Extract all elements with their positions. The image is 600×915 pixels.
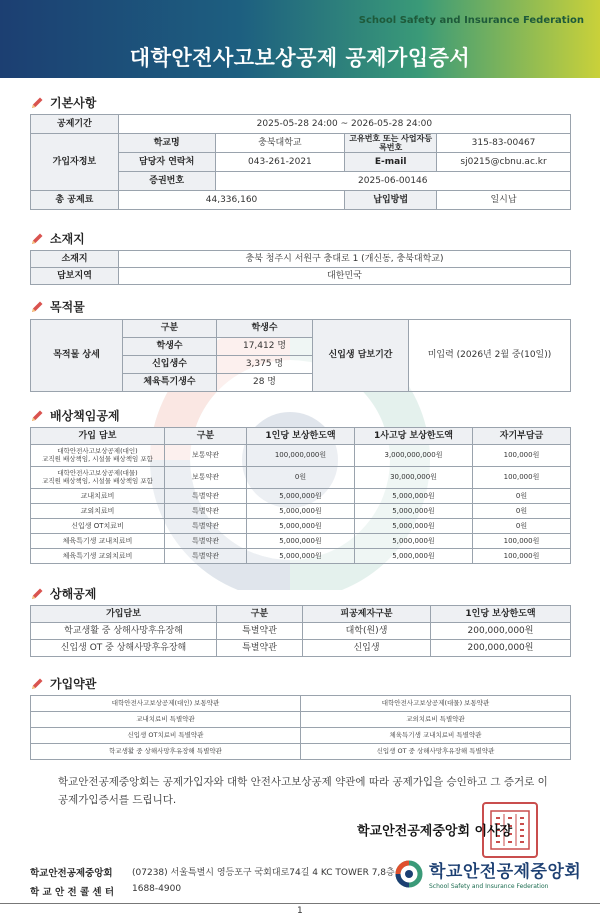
- region-label: 담보지역: [31, 268, 119, 285]
- id-value: 315-83-00467: [437, 134, 571, 153]
- object-row-kind: 학생수: [123, 338, 217, 356]
- dmg-coverage: 학교생활 중 상해사망후유장해: [31, 623, 217, 640]
- freshman-value: 미입력 (2026년 2월 중(10일)): [409, 320, 571, 392]
- term-item: 교내치료비 특별약관: [31, 712, 301, 728]
- section-location-title: 소재지: [50, 232, 85, 246]
- dmg-limit: 200,000,000원: [431, 640, 571, 657]
- period-label: 공제기간: [31, 115, 119, 134]
- col-students: 학생수: [217, 320, 313, 338]
- location-table: [30, 250, 571, 285]
- section-location: [30, 230, 85, 247]
- term-item: 대학안전사고보상공제(대인) 보통약관: [31, 696, 301, 712]
- footer-org-address: (07238) 서울특별시 영등포구 국회대로74길 4 KC TOWER 7,8층: [132, 868, 395, 878]
- dmg-insured: 신입생: [303, 640, 431, 657]
- page-title: 대학안전사고보상공제 공제가입증서: [129, 46, 471, 70]
- term-item: 학교생활 중 상해사망후유장해 특별약관: [31, 744, 301, 760]
- object-table: [30, 319, 571, 392]
- federation-label: School Safety and Insurance Federation: [358, 15, 584, 26]
- premium-value: 44,336,160: [118, 191, 344, 210]
- section-liability-title: 배상책임공제: [50, 409, 120, 423]
- addr-label: 소재지: [31, 251, 119, 268]
- pencil-icon: [30, 409, 44, 423]
- school-label: 학교명: [118, 134, 215, 153]
- addr-value: 충북 청주시 서원구 충대로 1 (개신동, 충북대학교): [119, 251, 571, 268]
- liab-header: 1사고당 보상한도액: [355, 428, 473, 445]
- dmg-header: 구분: [217, 606, 303, 623]
- approval-statement: 학교안전공제중앙회는 공제가입자와 대학 안전사고보상공제 약관에 따라 공제가입을 승인하고 그 증거로 이 공제가입증서를 드립니다.: [58, 776, 548, 807]
- liab-deductible: 0원: [473, 489, 571, 504]
- footer-call-number: 1688-4900: [132, 884, 182, 894]
- pencil-icon: [30, 96, 44, 110]
- footer-org-label: 학교안전공제중앙회: [30, 868, 113, 879]
- liab-coverage: 교내치료비: [31, 489, 165, 504]
- member-label: 가입자정보: [31, 134, 119, 191]
- liab-deductible: 100,000원: [473, 467, 571, 489]
- basic-table: [30, 114, 571, 210]
- liab-coverage: 신입생 OT치료비: [31, 519, 165, 534]
- liab-kind: 특별약관: [165, 519, 247, 534]
- contact-label: 담당자 연락처: [118, 153, 215, 172]
- liab-per-accident: 3,000,000,000원: [355, 445, 473, 467]
- pencil-icon: [30, 232, 44, 246]
- liab-kind: 특별약관: [165, 504, 247, 519]
- footer-call-label: 학 교 안 전 콜 센 터: [30, 887, 115, 898]
- liab-per-person: 5,000,000원: [247, 519, 355, 534]
- liab-deductible: 100,000원: [473, 445, 571, 467]
- detail-label: 목적물 상세: [31, 320, 123, 392]
- dmg-coverage: 신입생 OT 중 상해사망후유장해: [31, 640, 217, 657]
- region-value: 대한민국: [119, 268, 571, 285]
- dmg-limit: 200,000,000원: [431, 623, 571, 640]
- id-label: 고유번호 또는 사업자등록번호: [345, 134, 437, 153]
- liab-header: 자기부담금: [473, 428, 571, 445]
- liab-per-accident: 5,000,000원: [355, 519, 473, 534]
- liab-deductible: 0원: [473, 519, 571, 534]
- object-row-value: 28 명: [217, 374, 313, 392]
- liab-header: 1인당 보상한도액: [247, 428, 355, 445]
- liab-coverage: 대학안전사고보상공제(대인) 교직원 배상책임, 시설물 배상책임 포함: [31, 445, 165, 467]
- col-kind: 구분: [123, 320, 217, 338]
- footer-logo-sub: School Safety and Insurance Federation: [429, 883, 549, 890]
- section-basic: [30, 94, 96, 111]
- liab-kind: 특별약관: [165, 489, 247, 504]
- term-item: 체육특기생 교내치료비 특별약관: [301, 728, 571, 744]
- terms-table: [30, 695, 571, 760]
- federation-logo-icon: [395, 860, 423, 888]
- liab-per-accident: 5,000,000원: [355, 549, 473, 564]
- section-damage: [30, 585, 96, 602]
- liab-deductible: 0원: [473, 504, 571, 519]
- contact-value: 043-261-2021: [215, 153, 345, 172]
- dmg-header: 피공제자구분: [303, 606, 431, 623]
- signer-name: 학교안전공제중앙회 이사장: [357, 824, 513, 839]
- term-item: 교외치료비 특별약관: [301, 712, 571, 728]
- liab-coverage: 체육특기생 교외치료비: [31, 549, 165, 564]
- freshman-label: 신입생 담보기간: [313, 320, 409, 392]
- premium-label: 총 공제료: [31, 191, 119, 210]
- liab-per-person: 5,000,000원: [247, 504, 355, 519]
- liab-per-accident: 5,000,000원: [355, 489, 473, 504]
- section-object: [30, 298, 85, 315]
- object-row-kind: 체육특기생수: [123, 374, 217, 392]
- liability-table: [30, 427, 571, 564]
- liab-deductible: 100,000원: [473, 549, 571, 564]
- school-value: 충북대학교: [215, 134, 345, 153]
- liab-per-accident: 5,000,000원: [355, 504, 473, 519]
- dmg-kind: 특별약관: [217, 640, 303, 657]
- liab-kind: 보통약관: [165, 445, 247, 467]
- section-basic-title: 기본사항: [50, 96, 97, 110]
- liab-coverage: 체육특기생 교내치료비: [31, 534, 165, 549]
- section-damage-title: 상해공제: [50, 587, 97, 601]
- liab-per-accident: 5,000,000원: [355, 534, 473, 549]
- term-item: 신입생 OT치료비 특별약관: [31, 728, 301, 744]
- pencil-icon: [30, 300, 44, 314]
- email-value: sj0215@cbnu.ac.kr: [437, 153, 571, 172]
- liab-deductible: 100,000원: [473, 534, 571, 549]
- object-row-kind: 신입생수: [123, 356, 217, 374]
- liab-coverage: 교외치료비: [31, 504, 165, 519]
- liab-per-accident: 30,000,000원: [355, 467, 473, 489]
- email-label: E-mail: [345, 153, 437, 172]
- liab-kind: 특별약관: [165, 549, 247, 564]
- dmg-header: 1인당 보상한도액: [431, 606, 571, 623]
- pencil-icon: [30, 677, 44, 691]
- dmg-kind: 특별약관: [217, 623, 303, 640]
- liab-coverage: 대학안전사고보상공제(대물) 교직원 배상책임, 시설물 배상책임 포함: [31, 467, 165, 489]
- liab-per-person: 5,000,000원: [247, 489, 355, 504]
- liab-per-person: 100,000,000원: [247, 445, 355, 467]
- footer-info: [30, 865, 395, 903]
- footer-divider: [0, 903, 600, 904]
- liab-header: 구분: [165, 428, 247, 445]
- term-item: 대학안전사고보상공제(대물) 보통약관: [301, 696, 571, 712]
- term-item: 신입생 OT 중 상해사망후유장해 특별약관: [301, 744, 571, 760]
- liab-per-person: 5,000,000원: [247, 534, 355, 549]
- pay-value: 일시납: [437, 191, 571, 210]
- pay-label: 납입방법: [345, 191, 437, 210]
- damage-table: [30, 605, 571, 657]
- pencil-icon: [30, 587, 44, 601]
- section-terms: [30, 675, 96, 692]
- header-banner: [0, 0, 600, 78]
- liab-kind: 특별약관: [165, 534, 247, 549]
- liab-kind: 보통약관: [165, 467, 247, 489]
- liab-per-person: 5,000,000원: [247, 549, 355, 564]
- dmg-insured: 대학(원)생: [303, 623, 431, 640]
- dmg-header: 가입담보: [31, 606, 217, 623]
- page-number: 1: [297, 906, 303, 915]
- section-object-title: 목적물: [50, 300, 85, 314]
- object-row-value: 3,375 명: [217, 356, 313, 374]
- section-terms-title: 가입약관: [50, 677, 97, 691]
- footer-logo: [395, 857, 581, 890]
- period-value: 2025-05-28 24:00 ~ 2026-05-28 24:00: [118, 115, 570, 134]
- footer-logo-name: 학교안전공제중앙회: [429, 862, 582, 882]
- liab-per-person: 0원: [247, 467, 355, 489]
- object-row-value: 17,412 명: [217, 338, 313, 356]
- cert-label: 증권번호: [118, 172, 215, 191]
- section-liability: [30, 407, 120, 424]
- liab-header: 가입 담보: [31, 428, 165, 445]
- cert-value: 2025-06-00146: [215, 172, 570, 191]
